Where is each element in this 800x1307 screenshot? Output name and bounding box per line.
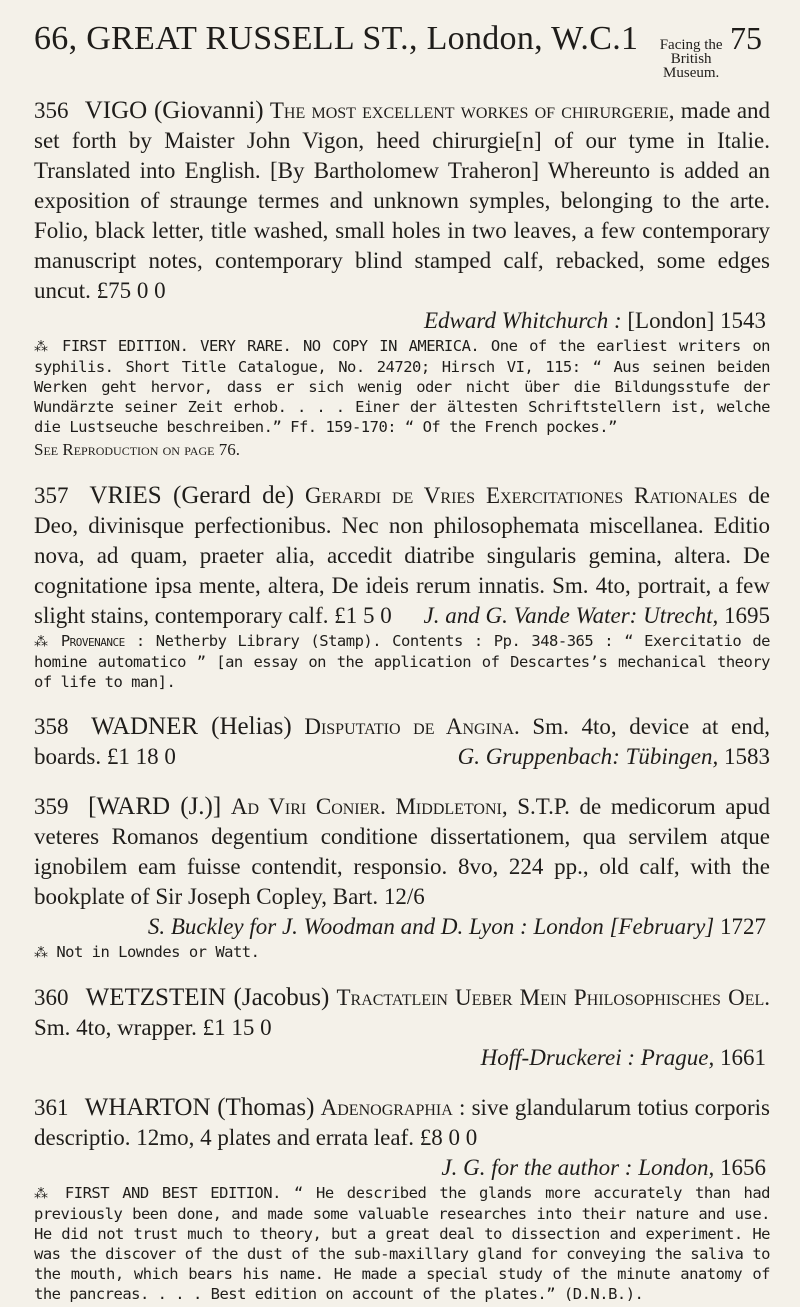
location-note-line2: British Museum. (663, 51, 720, 81)
location-note-line1: Facing the (659, 37, 723, 53)
entry-description (34, 1093, 770, 1153)
imprint-place: [London] (627, 308, 715, 333)
entry-number: 357 (34, 483, 69, 508)
imprint-year: 1695 (724, 603, 770, 628)
imprint: J. and G. Vande Water: Utrecht, 1695 (423, 603, 770, 628)
note-text: FIRST AND BEST EDITION. “ He described the glands more accurately than had previously been done, and made some valuable researches into their nature and use. He did not trust much to theory, but a great deal to dissection and experiment. He was the discover of the dust of the sub-maxillary gland for conveying the saliva to the mouth, which bears his name. He made a special study of the minute anatomy of the pancreas. . . . Best edition on account of the plates.” (D.N.B.). (34, 1184, 770, 1303)
author-name: WETZSTEIN (Jacobus) (85, 984, 330, 1011)
catalogue-entry-357 (34, 481, 770, 692)
price: 12/6 (383, 884, 425, 909)
author-name: WHARTON (Thomas) (84, 1094, 315, 1121)
note-text: Not in Lowndes or Watt. (56, 943, 260, 961)
description-text: Sm. 4to, wrapper. (34, 1015, 197, 1040)
entry-note (34, 942, 770, 963)
author-name: [WARD (J.)] (88, 793, 222, 820)
note-text: FIRST EDITION. VERY RARE. NO COPY IN AMERICA. One of the earliest writers on syphilis. Short Title Catalogue, No. 24720; Hirsch VI, 115: “ Aus seinen beiden Werken geht hervor, dass er sich wenig oder nicht über die Bildungsstufe der Wundärzte seiner Zeit erhob. . . . Einer der ältesten Schriftstellern ist, welche die Lustseuche beschreiben.” Ff. 159-170: “ Of the French pockes.” (34, 337, 771, 436)
price: £1 18 0 (106, 744, 176, 769)
catalogue-entry-359 (34, 792, 770, 963)
imprint: G. Gruppenbach: Tübingen, 1583 (457, 744, 770, 769)
entry-note (34, 336, 770, 437)
entry-number: 358 (34, 714, 69, 739)
description-text: Sm. 4to, device at end, boards. (34, 714, 771, 769)
price: £1 15 0 (202, 1015, 272, 1040)
imprint-place: Tübingen (625, 744, 713, 769)
entry-number: 359 (34, 794, 69, 819)
book-title: Adenographia : (320, 1095, 466, 1120)
imprint-year: 1543 (720, 308, 766, 333)
price: £8 0 0 (419, 1125, 478, 1150)
imprint-year: 1727 (720, 914, 766, 939)
description-text: de medicorum apud veteres Romanos degentium conditione dissertationem, qua servilem atque ignobilem eam fuisse contendit, responsio. 8vo, 224 pp., old calf, with the bookplate of Sir Joseph Copley, Bart. (34, 794, 770, 909)
entry-description (34, 983, 770, 1043)
description-text: made and set forth by Maister John Vigon, heed chirurgie[n] of our tyme in Italie. Translated into English. [By Bartholomew Traheron] Whereunto is added an exposition of straunge termes and unknown symples, belonging to the arte. Folio, black letter, title washed, small holes in two leaves, a few contemporary manuscript notes, contemporary blind stamped calf, rebacked, some edges uncut. (34, 98, 771, 303)
book-title: Disputatio de Angina. (304, 714, 520, 739)
catalogue-entry-360 (34, 983, 770, 1073)
entry-description (34, 792, 770, 912)
imprint-place: Utrecht (643, 603, 713, 628)
publisher: G. Gruppenbach (457, 744, 613, 769)
entry-description (34, 712, 770, 772)
catalogue-entry-358 (34, 712, 770, 772)
publisher: Edward Whitchurch (424, 308, 609, 333)
catalogue-entry-356 (34, 96, 770, 461)
see-reference: See Reproduction on page 76. (34, 440, 240, 459)
book-title: Tractatlein Ueber Mein Philosophisches Oel. (336, 985, 770, 1010)
note-lead: Provenance : (60, 632, 145, 650)
entry-note (34, 1183, 770, 1304)
imprint-year: 1656 (720, 1155, 766, 1180)
publisher: S. Buckley for J. Woodman and D. Lyon (147, 914, 515, 939)
imprint-year: 1661 (720, 1045, 766, 1070)
author-name: VIGO (Giovanni) (84, 97, 264, 124)
book-title: The most excellent workes of chirurgerie, (269, 98, 675, 123)
asterism-icon: ⁂ (34, 339, 51, 355)
description-text: de Deo, divinisque perfectionibus. Nec non philosophemata miscellanea. Editio nova, ad quam, praeter alia, accedit diatribe singularis gemina, altera. De cognitatione ipsa mente, altera, De ideis rerum innatis. Sm. 4to, portrait, a few slight stains, contemporary calf. (34, 483, 770, 628)
imprint-place: London [February] (533, 914, 715, 939)
imprint-place: London (638, 1155, 709, 1180)
imprint-year: 1583 (724, 744, 770, 769)
price: £75 0 0 (96, 278, 166, 303)
publisher: J. and G. Vande Water (423, 603, 630, 628)
asterism-icon: ⁂ (34, 945, 48, 961)
author-name: WADNER (Helias) (91, 713, 292, 740)
entry-description (34, 96, 770, 306)
book-title: Ad Viri Conier. Middletoni, S.T.P. (230, 794, 570, 819)
imprint: Edward Whitchurch : [London] 1543 (424, 308, 766, 333)
page-header (34, 20, 770, 81)
catalogue-entry-361 (34, 1093, 770, 1304)
asterism-icon: ⁂ (34, 634, 50, 650)
book-title: Gerardi de Vries Exercitationes Rationales (304, 483, 738, 508)
imprint: S. Buckley for J. Woodman and D. Lyon : London [February] 1727 (147, 914, 766, 939)
description-text: sive glandularum totius corporis descriptio. 12mo, 4 plates and errata leaf. (34, 1095, 771, 1150)
author-name: VRIES (Gerard de) (89, 482, 295, 509)
price: £1 5 0 (334, 603, 392, 628)
entry-number: 361 (34, 1095, 69, 1120)
note-text: Netherby Library (Stamp). Contents : Pp. 348-365 : “ Exercitatio de homine automatico ” [an essay on the application of Descartes’s mechanical theory of life to man]. (34, 632, 771, 691)
imprint: J. G. for the author : London, 1656 (441, 1155, 766, 1180)
entry-description (34, 481, 770, 631)
bookseller-address: 66, GREAT RUSSELL ST., London, W.C.1 (34, 20, 639, 57)
imprint: Hoff-Druckerei : Prague, 1661 (480, 1045, 766, 1070)
entry-note (34, 631, 770, 692)
page-number: 75 (730, 20, 762, 56)
entry-number: 356 (34, 98, 69, 123)
publisher: Hoff-Druckerei (480, 1045, 622, 1070)
location-note (652, 38, 730, 80)
imprint-place: Prague (640, 1045, 709, 1070)
asterism-icon: ⁂ (34, 1186, 52, 1202)
publisher: J. G. for the author (441, 1155, 620, 1180)
entry-number: 360 (34, 985, 69, 1010)
